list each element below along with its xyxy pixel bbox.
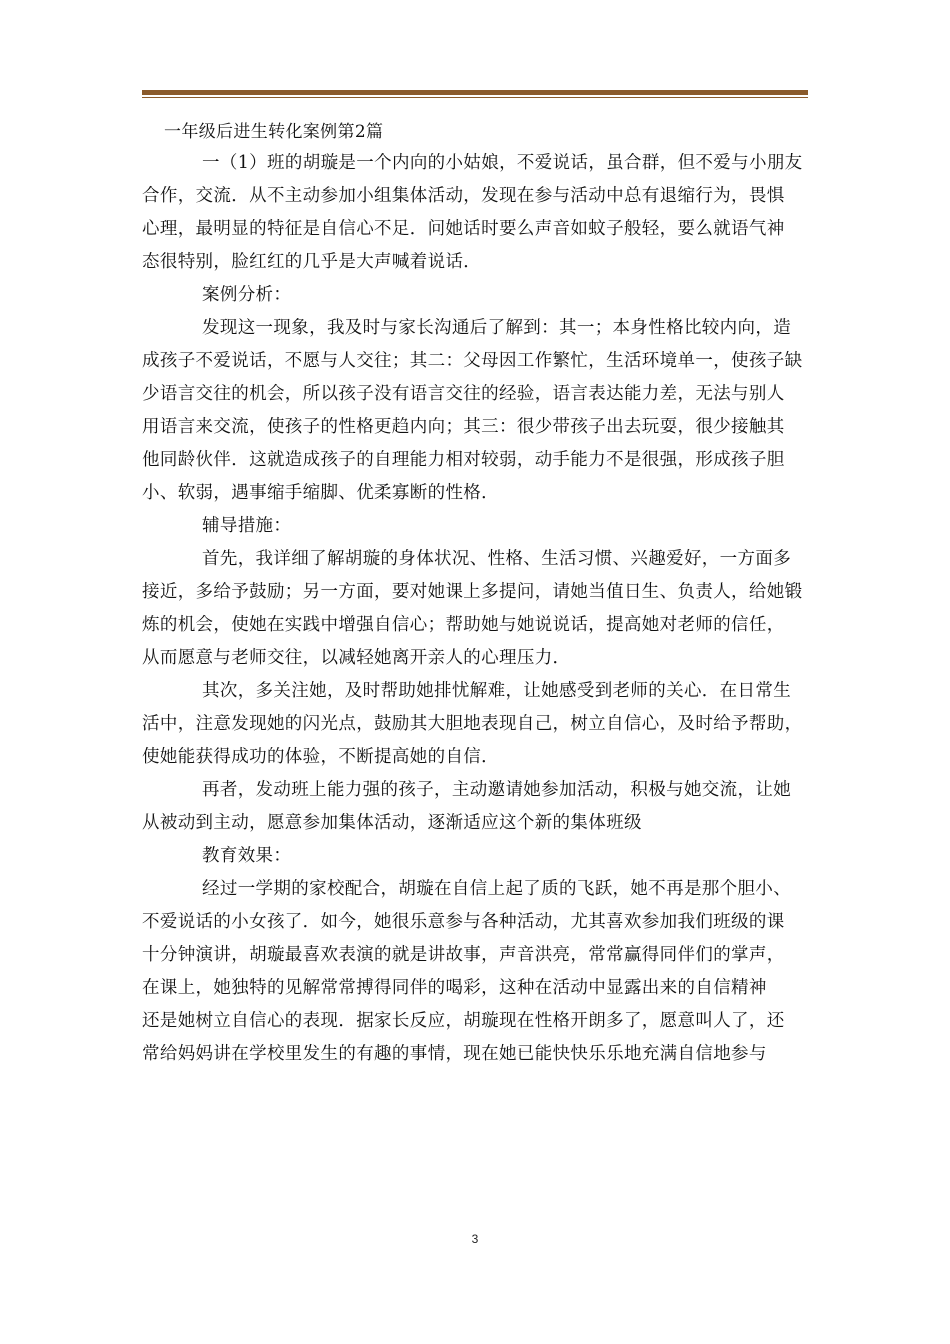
paragraph-line: 再者，发动班上能力强的孩子，主动邀请她参加活动，积极与她交流，让她 (202, 780, 792, 800)
paragraph-line: 态很特别，脸红红的几乎是大声喊着说话． (142, 252, 482, 272)
paragraph-line: 不爱说话的小女孩了．如今，她很乐意参与各种活动，尤其喜欢参加我们班级的课 (142, 912, 785, 932)
paragraph-line: 其次，多关注她，及时帮助她排忧解难，让她感受到老师的关心．在日常生 (202, 681, 792, 701)
paragraph-line: 从而愿意与老师交往，以减轻她离开亲人的心理压力． (142, 648, 571, 668)
paragraph-line: 发现这一现象，我及时与家长沟通后了解到：其一；本身性格比较内向，造 (202, 318, 792, 338)
paragraph-line: 一（1）班的胡璇是一个内向的小姑娘，不爱说话，虽合群，但不爱与小朋友 (202, 153, 803, 173)
paragraph-line: 在课上，她独特的见解常常搏得同伴的喝彩，这种在活动中显露出来的自信精神 (142, 978, 767, 998)
paragraph-line: 少语言交往的机会，所以孩子没有语言交往的经验，语言表达能力差，无法与别人 (142, 384, 785, 404)
section-heading-education-effect: 教育效果： (202, 846, 292, 866)
page-number: 3 (471, 1232, 479, 1246)
paragraph-line: 十分钟演讲，胡璇最喜欢表演的就是讲故事，声音洪亮，常常赢得同伴们的掌声， (142, 945, 785, 965)
paragraph-line: 活中，注意发现她的闪光点，鼓励其大胆地表现自己，树立自信心，及时给予帮助， (142, 714, 803, 734)
header-rule-thin (142, 97, 808, 98)
document-body (142, 117, 808, 1071)
paragraph-line: 使她能获得成功的体验，不断提高她的自信． (142, 747, 499, 767)
header-rule-thick (142, 90, 808, 95)
paragraph-line: 炼的机会，使她在实践中增强自信心；帮助她与她说说话，提高她对老师的信任， (142, 615, 785, 635)
paragraph-line: 成孩子不爱说话，不愿与人交往；其二：父母因工作繁忙，生活环境单一，使孩子缺 (142, 351, 803, 371)
paragraph-line: 心理，最明显的特征是自信心不足．问她话时要么声音如蚊子般轻，要么就语气神 (142, 219, 785, 239)
paragraph-line: 合作，交流．从不主动参加小组集体活动，发现在参与活动中总有退缩行为，畏惧 (142, 186, 785, 206)
paragraph-line: 他同龄伙伴．这就造成孩子的自理能力相对较弱，动手能力不是很强，形成孩子胆 (142, 450, 785, 470)
paragraph-line: 常给妈妈讲在学校里发生的有趣的事情，现在她已能快快乐乐地充满自信地参与 (142, 1044, 767, 1064)
paragraph-line: 首先，我详细了解胡璇的身体状况、性格、生活习惯、兴趣爱好，一方面多 (202, 549, 792, 569)
paragraph-line: 还是她树立自信心的表现．据家长反应，胡璇现在性格开朗多了，愿意叫人了，还 (142, 1011, 785, 1031)
paragraph-line: 小、软弱，遇事缩手缩脚、优柔寡断的性格． (142, 483, 499, 503)
section-heading-guidance: 辅导措施： (202, 516, 292, 536)
paragraph-line: 经过一学期的家校配合，胡璇在自信上起了质的飞跃，她不再是那个胆小、 (202, 879, 792, 899)
section-heading-case-analysis: 案例分析： (202, 285, 292, 305)
paragraph-line: 接近，多给予鼓励；另一方面，要对她课上多提问，请她当值日生、负责人，给她锻 (142, 582, 803, 602)
paragraph-line: 用语言来交流，使孩子的性格更趋内向；其三：很少带孩子出去玩耍，很少接触其 (142, 417, 785, 437)
paragraph-line: 从被动到主动，愿意参加集体活动，逐渐适应这个新的集体班级 (142, 813, 642, 833)
document-title: 一年级后进生转化案例第2篇 (164, 122, 384, 142)
